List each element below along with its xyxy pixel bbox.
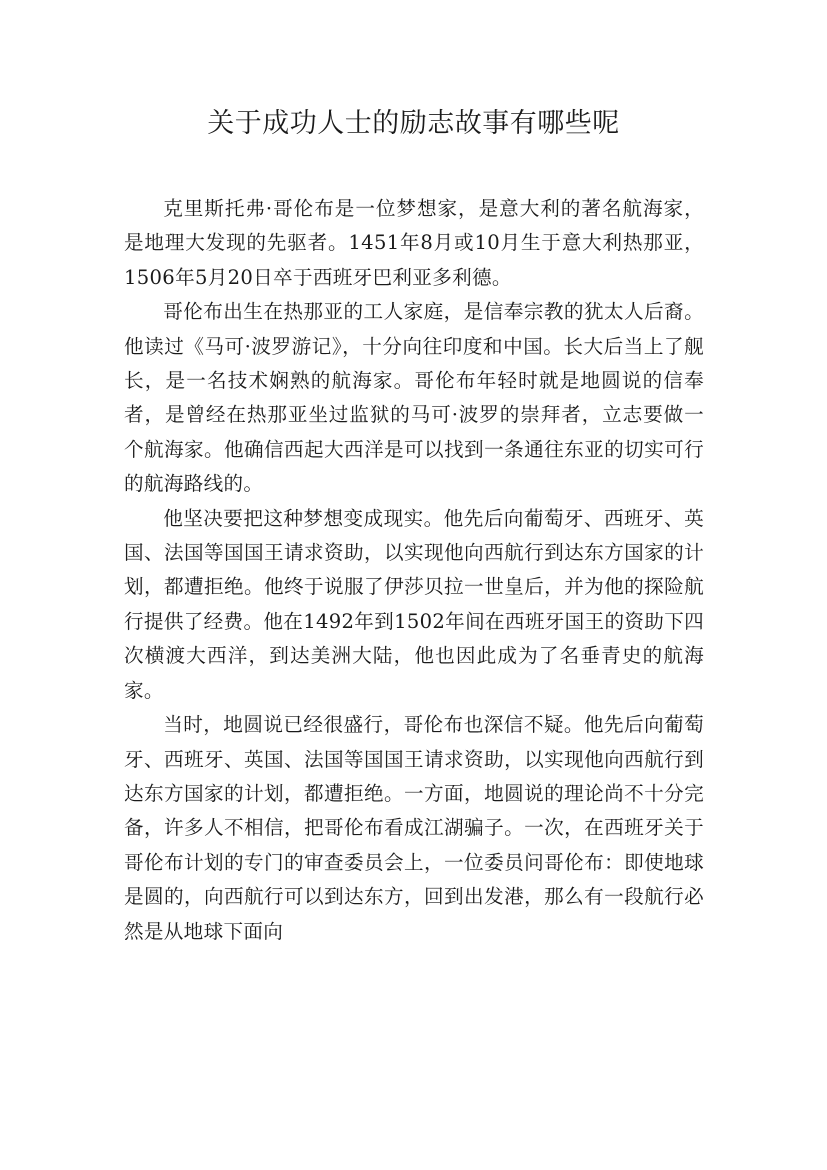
document-title: 关于成功人士的励志故事有哪些呢 bbox=[207, 108, 620, 139]
document-body bbox=[124, 192, 704, 949]
paragraph-4: 当时，地圆说已经很盛行，哥伦布也深信不疑。他先后向葡萄牙、西班牙、英国、法国等国国王请求资助，以实现他向西航行到达东方国家的计划，都遭拒绝。一方面，地圆说的理论尚不十分完备，许多人不相信，把哥伦布看成江湖骗子。一次，在西班牙关于哥伦布计划的专门的审查委员会上，一位委员问哥伦布：即使地球是圆的，向西航行可以到达东方，回到出发港，那么有一段航行必然是从地球下面向 bbox=[124, 713, 704, 943]
paragraph-3: 他坚决要把这种梦想变成现实。他先后向葡萄牙、西班牙、英国、法国等国国王请求资助，以实现他向西航行到达东方国家的计划，都遭拒绝。他终于说服了伊莎贝拉一世皇后，并为他的探险航行提供了经费。他在1492年到1502年间在西班牙国王的资助下四次横渡大西洋，到达美洲大陆，他也因此成为了名垂青史的航海家。 bbox=[124, 506, 704, 702]
paragraph-1: 克里斯托弗·哥伦布是一位梦想家，是意大利的著名航海家，是地理大发现的先驱者。1451年8月或10月生于意大利热那亚，1506年5月20日卒于西班牙巴利亚多利德。 bbox=[124, 197, 704, 289]
paragraph-2: 哥伦布出生在热那亚的工人家庭，是信奉宗教的犹太人后裔。他读过《马可·波罗游记》，十分向往印度和中国。长大后当上了舰长，是一名技术娴熟的航海家。哥伦布年轻时就是地圆说的信奉者，是曾经在热那亚坐过监狱的马可·波罗的崇拜者，立志要做一个航海家。他确信西起大西洋是可以找到一条通往东亚的切实可行的航海路线的。 bbox=[124, 300, 704, 496]
